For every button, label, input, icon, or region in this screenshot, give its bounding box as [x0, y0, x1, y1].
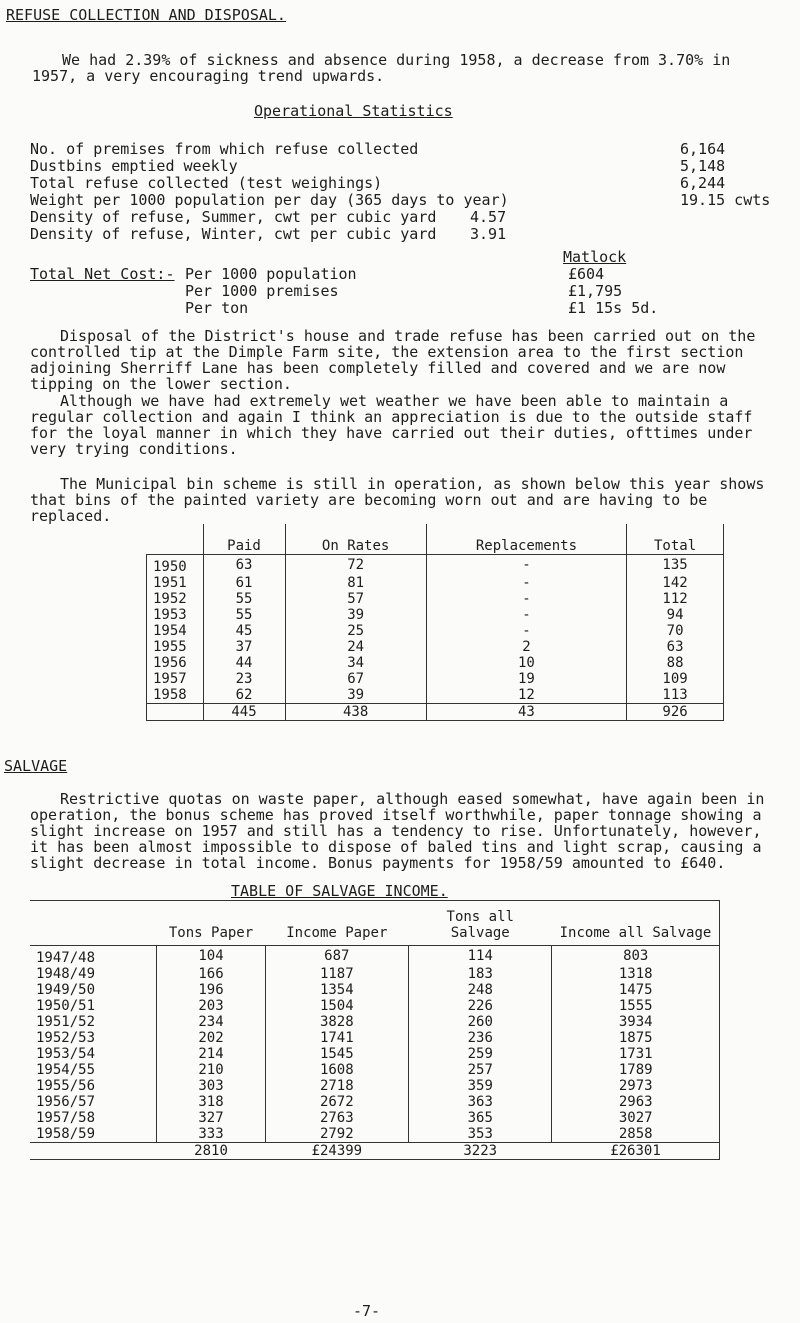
- bin-scheme-paragraph: The Municipal bin scheme is still in operation, as shown below this year shows that bins of the painted variety are becoming worn out and are having to be replaced.: [30, 475, 765, 525]
- net-cost-row-value: £1,795: [568, 282, 623, 300]
- net-cost-label: Total Net Cost:-: [30, 265, 175, 283]
- stat-value: 19.15 cwts: [680, 191, 771, 209]
- table-row: 1955 37 24 2 63: [147, 639, 724, 655]
- table-total-row: 445 438 43 926: [147, 704, 724, 721]
- table-row: 1956 44 34 10 88: [147, 655, 724, 671]
- table-row: 1949/50 196 1354 248 1475: [30, 982, 720, 998]
- table-row: 1958/59 333 2792 353 2858: [30, 1126, 720, 1143]
- table-row: 1957 23 67 19 109: [147, 671, 724, 687]
- net-cost-row-value: £1 15s 5d.: [568, 299, 659, 317]
- stat-label: Dustbins emptied weekly: [30, 157, 238, 175]
- table-row: 1951 61 81 - 142: [147, 575, 724, 591]
- table-header-row: [30, 901, 720, 946]
- table-row: 1953 55 39 - 94: [147, 607, 724, 623]
- table-row: 1952 55 57 - 112: [147, 591, 724, 607]
- net-cost-row-label: Per 1000 premises: [185, 282, 339, 300]
- disposal-paragraph: Disposal of the District's house and trade refuse has been carried out on the controlled tip at the Dimple Farm site, the extension area to the first section adjoining Sherriff Lane has been completely filled and covered and we are now tipping on the lower section.: [30, 327, 756, 393]
- column-header: Tons all Salvage: [409, 901, 552, 946]
- table-row: 1956/57 318 2672 363 2963: [30, 1094, 720, 1110]
- stat-label: Weight per 1000 population per day (365 days to year): [30, 191, 509, 209]
- column-header: Income Paper: [265, 901, 408, 946]
- stat-label: No. of premises from which refuse collected: [30, 140, 419, 158]
- table-total-row: 2810 £24399 3223 £26301: [30, 1143, 720, 1160]
- table-header-row: [147, 524, 724, 555]
- section-heading: REFUSE COLLECTION AND DISPOSAL.: [6, 6, 286, 24]
- stat-value: 5,148: [680, 157, 726, 175]
- table-row: 1955/56 303 2718 359 2973: [30, 1078, 720, 1094]
- salvage-table-title: TABLE OF SALVAGE INCOME.: [231, 882, 448, 900]
- table-row: 1957/58 327 2763 365 3027: [30, 1110, 720, 1126]
- table-row: 1954/55 210 1608 257 1789: [30, 1062, 720, 1078]
- table-row: 1951/52 234 3828 260 3934: [30, 1014, 720, 1030]
- table-row: 1958 62 39 12 113: [147, 687, 724, 704]
- stat-value: 6,164: [680, 140, 726, 158]
- bin-scheme-table: [146, 524, 724, 721]
- table-row: 1950 63 72 - 135: [147, 555, 724, 576]
- table-row: 1952/53 202 1741 236 1875: [30, 1030, 720, 1046]
- column-header: [30, 901, 157, 946]
- salvage-income-table: [30, 900, 720, 1160]
- stat-label: Density of refuse, Winter, cwt per cubic yard: [30, 225, 437, 243]
- column-header: Total: [627, 524, 724, 555]
- salvage-heading: SALVAGE: [4, 757, 68, 775]
- stat-value: 3.91: [470, 225, 507, 243]
- column-header: On Rates: [285, 524, 426, 555]
- column-header: [147, 524, 204, 555]
- net-cost-row-label: Per ton: [185, 299, 249, 317]
- stat-label: Density of refuse, Summer, cwt per cubic yard: [30, 208, 437, 226]
- operational-statistics-title: Operational Statistics: [254, 102, 453, 120]
- column-header: Replacements: [426, 524, 626, 555]
- column-header: Paid: [203, 524, 285, 555]
- net-cost-row-value: £604: [568, 265, 605, 283]
- intro-paragraph: We had 2.39% of sickness and absence during 1958, a decrease from 3.70% in 1957, a very encouraging trend upwards.: [32, 51, 731, 85]
- stat-value: 6,244: [680, 174, 726, 192]
- weather-paragraph: Although we have had extremely wet weather we have been able to maintain a regular collection and again I think an appreciation is due to the outside staff for the loyal manner in which they have carried out their duties, ofttimes under very trying conditions.: [30, 392, 753, 458]
- net-cost-row-label: Per 1000 population: [185, 265, 357, 283]
- stat-label: Total refuse collected (test weighings): [30, 174, 383, 192]
- table-row: 1954 45 25 - 70: [147, 623, 724, 639]
- table-row: 1948/49 166 1187 183 1318: [30, 966, 720, 982]
- column-header: Income all Salvage: [552, 901, 720, 946]
- salvage-paragraph: Restrictive quotas on waste paper, although eased somewhat, have again been in operation, the bonus scheme has proved itself worthwhile, paper tonnage showing a slight increase on 1957 and still has a tendency to rise. Unfortunately, however, it has been almost impossible to dispose of baled tins and light scrap, causing a slight decrease in total income. Bonus payments for 1958/59 amounted to £640.: [30, 790, 765, 872]
- net-cost-header: Matlock: [563, 248, 627, 266]
- table-row: 1953/54 214 1545 259 1731: [30, 1046, 720, 1062]
- column-header: Tons Paper: [157, 901, 265, 946]
- table-row: 1947/48 104 687 114 803: [30, 946, 720, 967]
- table-row: 1950/51 203 1504 226 1555: [30, 998, 720, 1014]
- stat-value: 4.57: [470, 208, 507, 226]
- page-number: -7-: [353, 1302, 381, 1320]
